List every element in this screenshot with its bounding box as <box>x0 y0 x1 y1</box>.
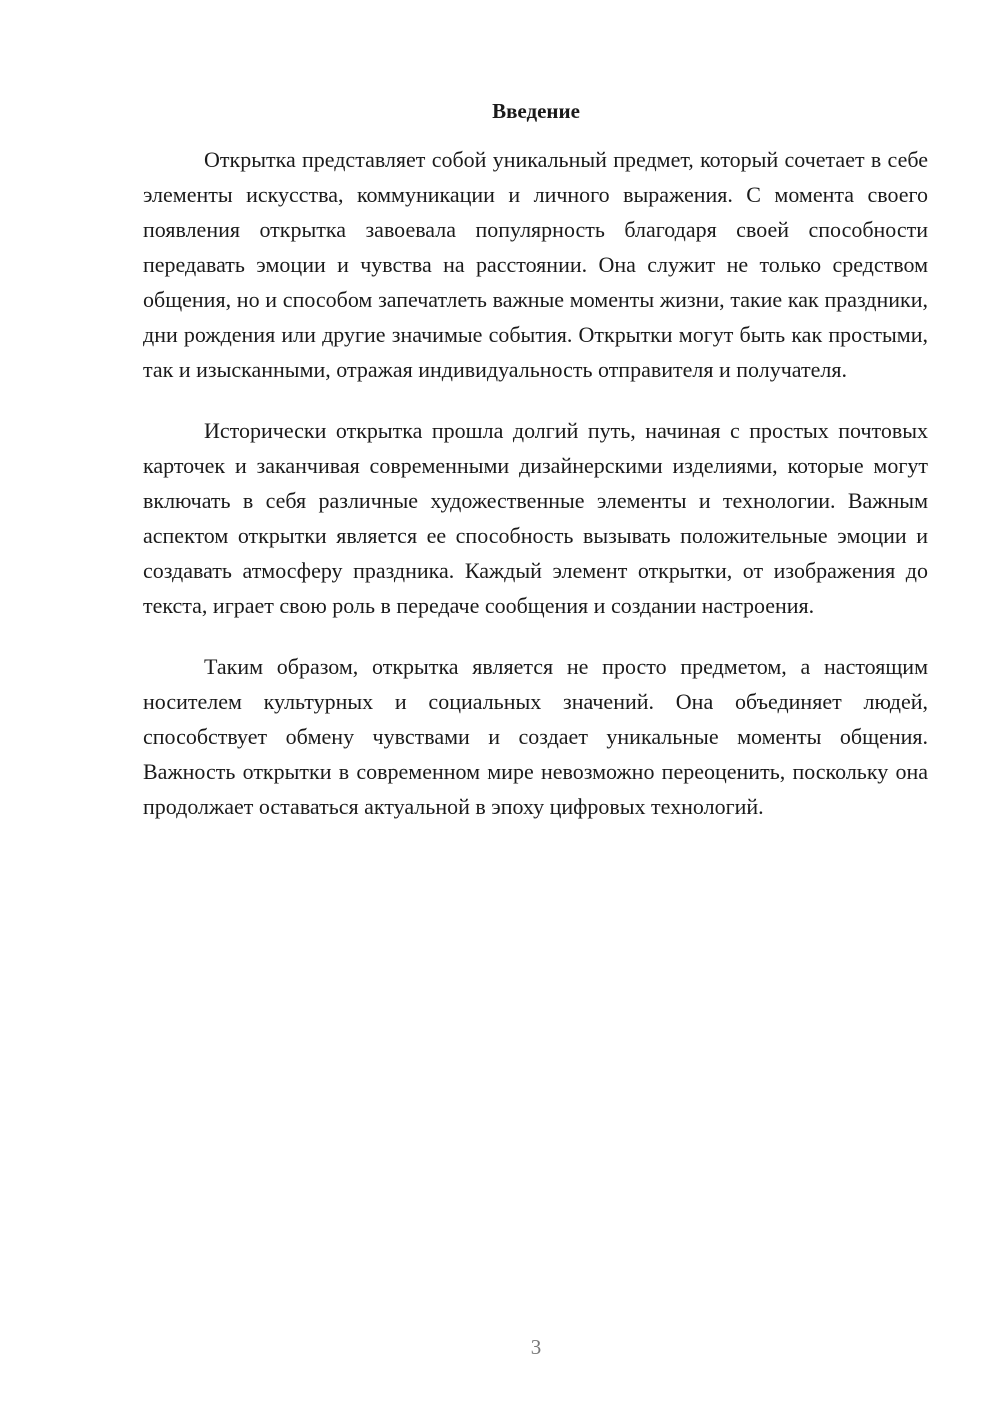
page-number: 3 <box>530 1335 542 1359</box>
page-title: Введение <box>492 99 580 123</box>
document-body <box>143 142 928 850</box>
paragraph-2: Исторически открытка прошла долгий путь, начиная с простых почтовых карточек и заканчивая современными дизайнерскими изделиями, которые могут включать в себя различные художественные элементы и технологии. Важным аспектом открытки является ее способность вызывать положительные эмоции и создавать атмосферу праздника. Каждый элемент открытки, от изображения до текста, играет свою роль в передаче сообщения и создании настроения. <box>143 418 928 618</box>
paragraph-1: Открытка представляет собой уникальный предмет, который сочетает в себе элементы искусства, коммуникации и личного выражения. С момента своего появления открытка завоевала популярность благодаря своей способности передавать эмоции и чувства на расстоянии. Она служит не только средством общения, но и способом запечатлеть важные моменты жизни, такие как праздники, дни рождения или другие значимые события. Открытки могут быть как простыми, так и изысканными, отражая индивидуальность отправителя и получателя. <box>143 147 928 382</box>
paragraph-3: Таким образом, открытка является не просто предметом, а настоящим носителем культурных и социальных значений. Она объединяет людей, способствует обмену чувствами и создает уникальные моменты общения. Важность открытки в современном мире невозможно переоценить, поскольку она продолжает оставаться актуальной в эпоху цифровых технологий. <box>143 654 928 819</box>
